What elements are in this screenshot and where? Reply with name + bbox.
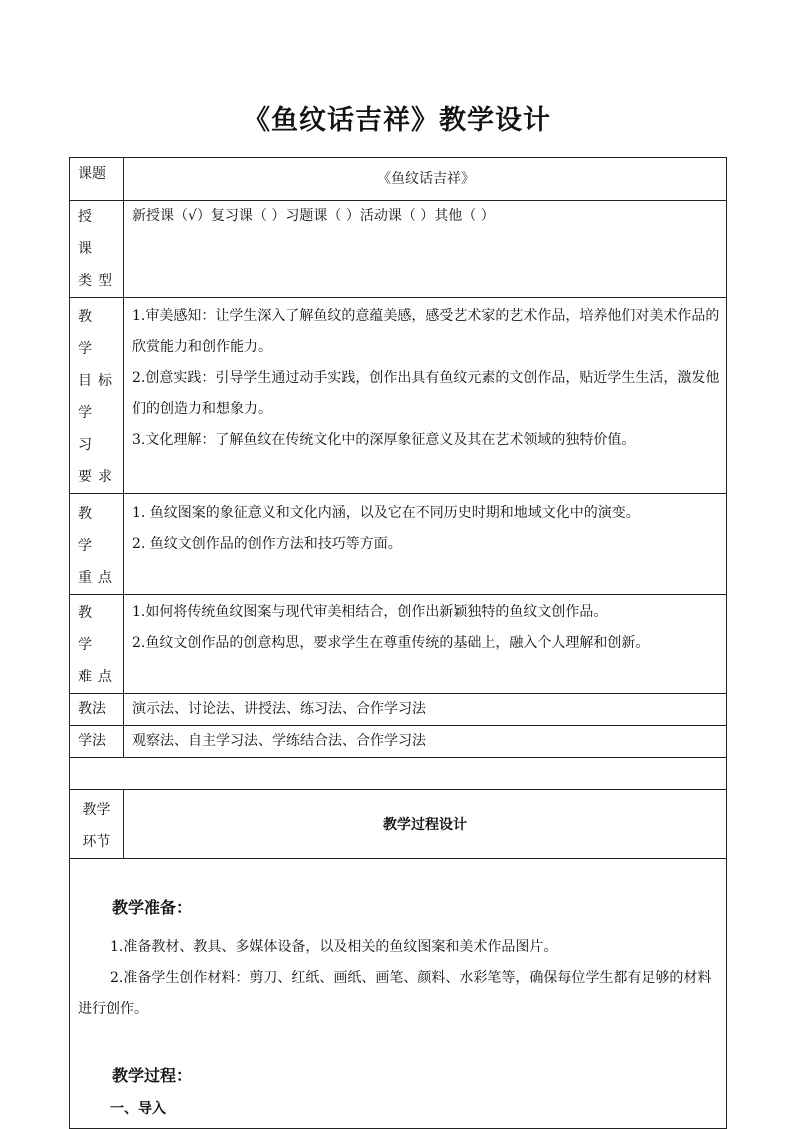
difficulty-item: 1.如何将传统鱼纹图案与现代审美相结合，创作出新颖独特的鱼纹文创作品。 bbox=[132, 604, 608, 620]
goals-list bbox=[124, 298, 726, 456]
topic-value: 《鱼纹话吉祥》 bbox=[377, 171, 475, 187]
goal-item: 3.文化理解：了解鱼纹在传统文化中的深厚象征意义及其在艺术领域的独特价值。 bbox=[132, 432, 636, 448]
key-points-list bbox=[124, 494, 726, 560]
label-learning-methods: 学法 bbox=[78, 733, 106, 749]
row-process-body bbox=[70, 859, 727, 1129]
teaching-methods-value: 演示法、讨论法、讲授法、练习法、合作学习法 bbox=[132, 701, 426, 717]
prep-item: 2.准备学生创作材料：剪刀、红纸、画纸、画笔、颜料、水彩笔等，确保每位学生都有足够的材料进行创作。 bbox=[78, 970, 712, 1017]
row-topic bbox=[70, 158, 727, 201]
prep-heading: 教学准备： bbox=[112, 898, 193, 917]
row-learning-methods bbox=[70, 726, 727, 758]
label-process-stage: 教学 环节 bbox=[82, 802, 111, 850]
key-point-item: 2. 鱼纹文创作品的创作方法和技巧等方面。 bbox=[132, 536, 402, 552]
label-teaching-methods: 教法 bbox=[78, 701, 106, 717]
label-lesson-type: 授 课 类型 bbox=[78, 209, 118, 289]
label-difficulties: 教 学 难点 bbox=[78, 605, 118, 685]
process-design-heading: 教学过程设计 bbox=[383, 817, 467, 833]
row-difficulties bbox=[70, 595, 727, 694]
key-point-item: 1. 鱼纹图案的象征意义和文化内涵，以及它在不同历史时期和地域文化中的演变。 bbox=[132, 505, 640, 521]
label-key-points: 教 学 重点 bbox=[78, 506, 118, 586]
learning-methods-value: 观察法、自主学习法、学练结合法、合作学习法 bbox=[132, 733, 426, 749]
label-topic: 课题 bbox=[78, 166, 106, 182]
row-process-header bbox=[70, 790, 727, 859]
lesson-plan-table bbox=[69, 157, 727, 1129]
difficulty-item: 2.鱼纹文创作品的创意构思，要求学生在尊重传统的基础上，融入个人理解和创新。 bbox=[132, 635, 650, 651]
row-empty bbox=[70, 758, 727, 790]
goal-item: 1.审美感知：让学生深入了解鱼纹的意蕴美感，感受艺术家的艺术作品，培养他们对美术作品的欣赏能力和创作能力。 bbox=[132, 308, 720, 355]
row-lesson-type bbox=[70, 201, 727, 298]
process-body bbox=[70, 859, 726, 1122]
row-teaching-methods bbox=[70, 694, 727, 726]
goal-item: 2.创意实践：引导学生通过动手实践，创作出具有鱼纹元素的文创作品，贴近学生生活，激发他们的创造力和想象力。 bbox=[132, 370, 720, 417]
process-heading: 教学过程： bbox=[112, 1066, 193, 1085]
prep-item: 1.准备教材、教具、多媒体设备，以及相关的鱼纹图案和美术作品图片。 bbox=[110, 939, 558, 955]
difficulties-list bbox=[124, 595, 726, 659]
row-key-points bbox=[70, 494, 727, 595]
lesson-type-value: 新授课（√）复习课（ ）习题课（ ）活动课（ ）其他（ ） bbox=[132, 208, 495, 224]
document-title: 《鱼纹话吉祥》教学设计 bbox=[243, 105, 551, 136]
section-heading-intro: 一、导入 bbox=[110, 1101, 166, 1117]
label-goals: 教 学 目标 学 习 要求 bbox=[78, 309, 118, 485]
row-goals bbox=[70, 298, 727, 494]
